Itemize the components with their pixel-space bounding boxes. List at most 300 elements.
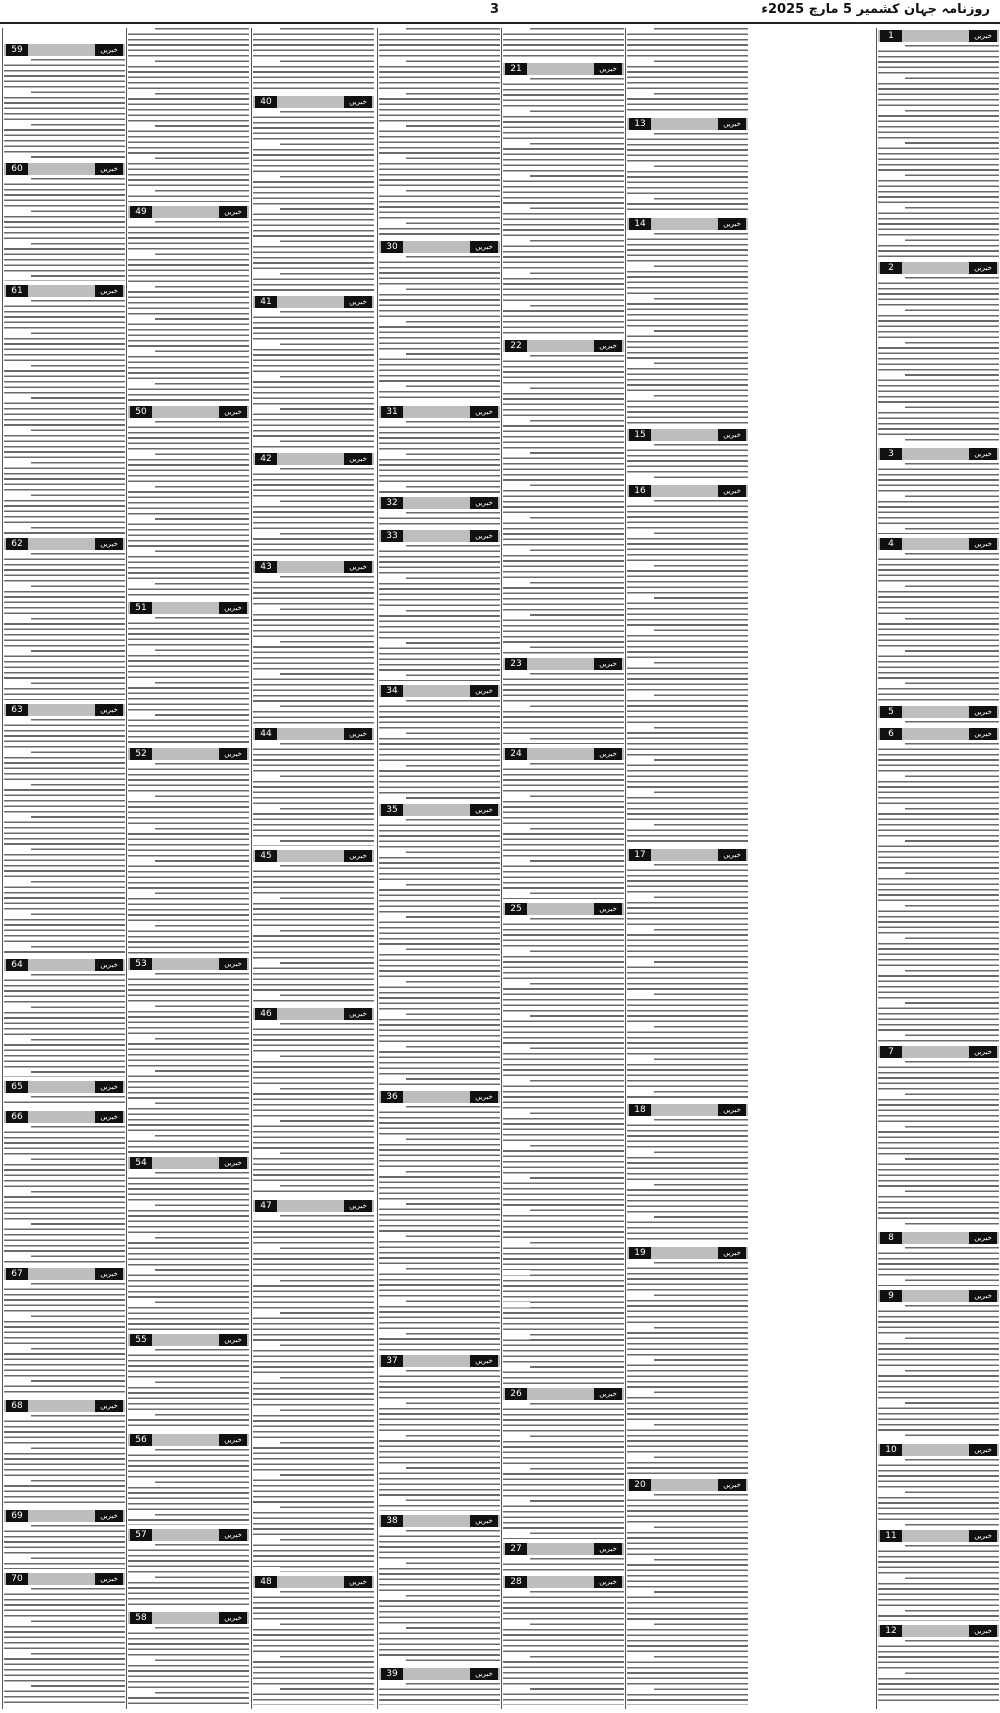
news-item-number: 58 (130, 1612, 152, 1624)
news-item (503, 340, 624, 656)
news-item-header (379, 241, 500, 253)
news-item-text (128, 1172, 249, 1330)
news-column (253, 28, 374, 1709)
news-item (627, 1104, 748, 1245)
news-item-tag: خبریں (594, 1388, 622, 1400)
news-item-continued (253, 28, 374, 94)
news-item-tag: خبریں (969, 1530, 997, 1542)
news-item-tag: خبریں (718, 118, 746, 130)
news-item-tag: خبریں (95, 1510, 123, 1522)
news-item-number: 64 (6, 959, 28, 971)
news-item-text (4, 300, 125, 534)
news-item-header (4, 1111, 125, 1123)
news-item (128, 206, 249, 404)
news-item-header (878, 1046, 999, 1058)
news-item-header (4, 1510, 125, 1522)
news-item (503, 658, 624, 746)
news-item-tag: خبریں (344, 1576, 372, 1588)
news-item-text (4, 178, 125, 281)
news-item (128, 748, 249, 956)
news-item-number: 63 (6, 704, 28, 716)
news-item-number: 21 (505, 63, 527, 75)
news-item (878, 728, 999, 1044)
news-item (4, 1268, 125, 1398)
news-item (4, 163, 125, 283)
news-item-header (4, 1573, 125, 1585)
news-item-header (878, 448, 999, 460)
news-item-tag: خبریں (344, 850, 372, 862)
news-item-header (4, 538, 125, 550)
news-item-tag: خبریں (470, 1091, 498, 1103)
news-item-text (503, 28, 624, 59)
news-item (128, 1529, 249, 1610)
news-item (253, 296, 374, 451)
news-item-text (253, 468, 374, 557)
news-item-text (627, 500, 748, 845)
news-item-number: 51 (130, 602, 152, 614)
news-item (878, 30, 999, 260)
news-item (627, 1479, 748, 1707)
news-item-header (627, 485, 748, 497)
masthead (0, 0, 1000, 24)
news-item-tag: خبریں (969, 448, 997, 460)
news-item-text (128, 973, 249, 1153)
news-item-text (128, 763, 249, 954)
news-item-header (878, 1444, 999, 1456)
news-item-tag: خبریں (95, 1111, 123, 1123)
news-item-tag: خبریں (969, 706, 997, 718)
news-item-header (253, 453, 374, 465)
news-item (4, 959, 125, 1079)
news-item-number: 3 (880, 448, 902, 460)
news-item-tag: خبریں (344, 561, 372, 573)
news-item-text (627, 133, 748, 214)
news-item-text (878, 277, 999, 444)
news-item-text (253, 865, 374, 1004)
news-item-number: 15 (629, 429, 651, 441)
news-item-header (128, 1529, 249, 1541)
news-item-header (379, 530, 500, 542)
news-item (4, 1111, 125, 1266)
news-item-header (379, 1091, 500, 1103)
news-item-number: 16 (629, 485, 651, 497)
news-item-number: 25 (505, 903, 527, 915)
news-item (379, 406, 500, 495)
news-item-tag: خبریں (969, 1290, 997, 1302)
news-item-tag: خبریں (718, 1104, 746, 1116)
news-item-tag: خبریں (344, 296, 372, 308)
news-item (627, 118, 748, 216)
news-item-tag: خبریں (219, 406, 247, 418)
news-item-header (253, 1576, 374, 1588)
news-item-tag: خبریں (219, 206, 247, 218)
news-item-number: 59 (6, 44, 28, 56)
news-item-header (128, 1334, 249, 1346)
news-item-number: 45 (255, 850, 277, 862)
news-item-number: 66 (6, 1111, 28, 1123)
news-item-number: 43 (255, 561, 277, 573)
news-item-text (379, 700, 500, 800)
news-item-tag: خبریں (594, 748, 622, 760)
news-item-tag: خبریں (470, 1515, 498, 1527)
news-item-header (128, 1157, 249, 1169)
news-item-tag: خبریں (718, 1479, 746, 1491)
news-item (503, 1388, 624, 1541)
column-divider (876, 28, 877, 1709)
news-item (128, 1612, 249, 1707)
news-item (503, 903, 624, 1386)
news-item-number: 5 (880, 706, 902, 718)
news-item-header (878, 728, 999, 740)
news-item-number: 56 (130, 1434, 152, 1446)
news-item-tag: خبریں (594, 63, 622, 75)
news-item-header (503, 903, 624, 915)
news-item-number: 12 (880, 1625, 902, 1637)
news-item-text (878, 463, 999, 534)
news-item-tag: خبریں (470, 1668, 498, 1680)
news-item-tag: خبریں (718, 218, 746, 230)
news-item-number: 41 (255, 296, 277, 308)
news-item-number: 67 (6, 1268, 28, 1280)
news-item-text (253, 1023, 374, 1196)
news-item-text (128, 421, 249, 598)
news-item-tag: خبریں (594, 903, 622, 915)
news-item (379, 685, 500, 802)
news-item-number: 47 (255, 1200, 277, 1212)
news-item-text (4, 1588, 125, 1705)
news-item-tag: خبریں (219, 1529, 247, 1541)
news-item-header (878, 1232, 999, 1244)
column-divider (501, 28, 502, 1709)
news-item (627, 849, 748, 1102)
news-item-header (878, 538, 999, 550)
news-item-text (878, 1305, 999, 1440)
news-item-header (878, 262, 999, 274)
news-item (4, 704, 125, 957)
news-item-tag: خبریں (219, 1612, 247, 1624)
news-item-header (4, 44, 125, 56)
news-item-header (253, 561, 374, 573)
news-item-number: 32 (381, 497, 403, 509)
news-item-text (878, 721, 999, 724)
news-item-header (253, 728, 374, 740)
news-item (503, 1543, 624, 1574)
news-item-tag: خبریں (969, 1625, 997, 1637)
news-item-header (253, 850, 374, 862)
news-item-header (253, 1008, 374, 1020)
news-item-number: 26 (505, 1388, 527, 1400)
news-item (253, 1200, 374, 1574)
news-item-tag: خبریں (470, 241, 498, 253)
news-item-number: 35 (381, 804, 403, 816)
news-column (4, 28, 125, 1709)
news-item-header (503, 748, 624, 760)
news-item-header (128, 602, 249, 614)
news-column (128, 28, 249, 1709)
news-item-text (503, 1591, 624, 1705)
news-item (379, 530, 500, 683)
news-item-text (379, 1530, 500, 1664)
news-item-text (4, 1096, 125, 1107)
news-item-text (878, 553, 999, 702)
news-item-number: 6 (880, 728, 902, 740)
news-item-tag: خبریں (95, 44, 123, 56)
news-item-text (379, 1106, 500, 1351)
news-item-header (878, 706, 999, 718)
news-item-text (503, 1403, 624, 1539)
news-item-header (128, 206, 249, 218)
news-item-text (253, 743, 374, 846)
news-item-continued (379, 28, 500, 239)
news-item-text (878, 1061, 999, 1228)
news-item-number: 22 (505, 340, 527, 352)
news-item-text (503, 763, 624, 899)
news-item-text (253, 1591, 374, 1705)
news-item-header (627, 429, 748, 441)
news-item-header (878, 1530, 999, 1542)
news-item (627, 429, 748, 483)
news-item-header (627, 1247, 748, 1259)
news-item-number: 11 (880, 1530, 902, 1542)
news-item-tag: خبریں (594, 1543, 622, 1555)
news-item-number: 36 (381, 1091, 403, 1103)
news-item-text (379, 421, 500, 493)
news-item-text (379, 28, 500, 237)
news-item-header (503, 1543, 624, 1555)
news-item-text (4, 1126, 125, 1264)
news-item-tag: خبریں (969, 30, 997, 42)
news-item (878, 1444, 999, 1528)
news-item-continued (627, 28, 748, 116)
news-item-tag: خبریں (344, 1200, 372, 1212)
news-item-header (379, 1355, 500, 1367)
news-item-continued (503, 28, 624, 61)
news-item-number: 55 (130, 1334, 152, 1346)
news-item-text (128, 617, 249, 744)
news-item-header (128, 748, 249, 760)
news-item-tag: خبریں (969, 728, 997, 740)
news-item (379, 497, 500, 528)
news-item-number: 20 (629, 1479, 651, 1491)
news-item-header (627, 1104, 748, 1116)
news-item (379, 1355, 500, 1513)
news-item-number: 62 (6, 538, 28, 550)
news-item-text (627, 444, 748, 481)
news-item-number: 13 (629, 118, 651, 130)
news-item-number: 28 (505, 1576, 527, 1588)
news-item (4, 44, 125, 161)
news-item-tag: خبریں (219, 1334, 247, 1346)
news-item-number: 4 (880, 538, 902, 550)
news-item-header (878, 1625, 999, 1637)
column-divider (625, 28, 626, 1709)
news-item-tag: خبریں (718, 429, 746, 441)
news-item (627, 218, 748, 427)
news-item-number: 23 (505, 658, 527, 670)
news-item-tag: خبریں (470, 685, 498, 697)
news-item-text (253, 1215, 374, 1572)
news-item-text (878, 45, 999, 258)
news-item (253, 1008, 374, 1198)
news-item-tag: خبریں (95, 959, 123, 971)
news-item-text (503, 918, 624, 1384)
news-item (627, 485, 748, 847)
news-item-tag: خبریں (594, 340, 622, 352)
news-column (878, 28, 999, 1709)
news-item-number: 37 (381, 1355, 403, 1367)
news-item (627, 1247, 748, 1477)
news-item-header (4, 704, 125, 716)
news-item (379, 1515, 500, 1666)
news-item (379, 804, 500, 1089)
news-item-header (503, 63, 624, 75)
news-item-text (128, 1449, 249, 1525)
news-item-tag: خبریں (219, 1157, 247, 1169)
news-item (4, 1081, 125, 1109)
news-item-number: 70 (6, 1573, 28, 1585)
news-item-text (4, 1283, 125, 1396)
news-item-number: 2 (880, 262, 902, 274)
news-item-text (503, 355, 624, 654)
news-item-text (878, 1247, 999, 1286)
news-item-continued (128, 28, 249, 204)
news-item-text (627, 28, 748, 114)
news-item-tag: خبریں (95, 285, 123, 297)
column-divider (251, 28, 252, 1709)
news-item-text (503, 78, 624, 336)
news-item-header (627, 849, 748, 861)
news-item-header (253, 296, 374, 308)
news-item-header (128, 958, 249, 970)
news-item-number: 10 (880, 1444, 902, 1456)
news-item-text (128, 1544, 249, 1608)
news-item-tag: خبریں (344, 96, 372, 108)
column-divider (126, 28, 127, 1709)
news-item-text (128, 1627, 249, 1705)
news-item-tag: خبریں (718, 1247, 746, 1259)
news-item (128, 602, 249, 746)
news-item-tag: خبریں (969, 538, 997, 550)
news-item-tag: خبریں (95, 1573, 123, 1585)
news-item-number: 69 (6, 1510, 28, 1522)
news-item-tag: خبریں (95, 1081, 123, 1093)
news-item-number: 46 (255, 1008, 277, 1020)
news-item-number: 18 (629, 1104, 651, 1116)
news-item (253, 1576, 374, 1707)
news-item-tag: خبریں (344, 728, 372, 740)
news-item-number: 61 (6, 285, 28, 297)
news-item-number: 40 (255, 96, 277, 108)
news-item-tag: خبریں (219, 602, 247, 614)
news-item-number: 38 (381, 1515, 403, 1527)
news-item-text (253, 111, 374, 292)
news-item (4, 1573, 125, 1707)
news-item-text (4, 553, 125, 700)
news-item-header (379, 406, 500, 418)
news-item-header (4, 959, 125, 971)
news-item (503, 1576, 624, 1707)
news-item-tag: خبریں (344, 1008, 372, 1020)
news-item-text (878, 1545, 999, 1621)
news-item-header (379, 1668, 500, 1680)
news-item-text (627, 1119, 748, 1243)
news-item-text (379, 819, 500, 1087)
news-item-number: 34 (381, 685, 403, 697)
news-item-tag: خبریں (95, 704, 123, 716)
news-item-number: 44 (255, 728, 277, 740)
news-item-number: 53 (130, 958, 152, 970)
column-divider (2, 28, 3, 1709)
news-item-text (253, 311, 374, 449)
news-item-header (878, 30, 999, 42)
news-item-tag: خبریں (594, 658, 622, 670)
news-item-text (4, 59, 125, 159)
page-number: 3 (490, 2, 500, 17)
news-item (379, 1668, 500, 1707)
news-item-header (503, 1388, 624, 1400)
news-item-text (4, 1415, 125, 1506)
news-item-text (4, 974, 125, 1077)
news-item (878, 1232, 999, 1288)
news-column (379, 28, 500, 1709)
news-item-number: 30 (381, 241, 403, 253)
news-item-tag: خبریں (95, 1268, 123, 1280)
news-item-header (253, 1200, 374, 1212)
news-item-tag: خبریں (344, 453, 372, 465)
news-item-text (878, 1459, 999, 1526)
news-item-tag: خبریں (95, 1400, 123, 1412)
news-item (128, 406, 249, 600)
news-item-number: 54 (130, 1157, 152, 1169)
news-item (4, 285, 125, 536)
news-item-header (4, 1268, 125, 1280)
news-item-text (503, 673, 624, 744)
news-item-tag: خبریں (470, 497, 498, 509)
news-item-tag: خبریں (969, 262, 997, 274)
news-item-tag: خبریں (470, 530, 498, 542)
news-item-header (627, 118, 748, 130)
news-item (878, 1290, 999, 1442)
news-item-number: 65 (6, 1081, 28, 1093)
news-item-number: 31 (381, 406, 403, 418)
news-item-number: 1 (880, 30, 902, 42)
news-item-text (253, 576, 374, 724)
news-item-number: 17 (629, 849, 651, 861)
news-item-tag: خبریں (219, 958, 247, 970)
news-item-number: 39 (381, 1668, 403, 1680)
newspaper-title: روزنامہ جہان کشمیر 5 مارچ 2025ء (761, 2, 990, 17)
news-item-number: 7 (880, 1046, 902, 1058)
news-item-tag: خبریں (219, 748, 247, 760)
news-item (4, 1510, 125, 1571)
news-item-number: 19 (629, 1247, 651, 1259)
news-item (128, 958, 249, 1155)
news-item (878, 448, 999, 536)
news-item-header (379, 497, 500, 509)
news-item-text (128, 1349, 249, 1430)
news-item-header (878, 1290, 999, 1302)
news-item-number: 27 (505, 1543, 527, 1555)
news-item-number: 8 (880, 1232, 902, 1244)
news-item-text (379, 1683, 500, 1705)
news-item-number: 50 (130, 406, 152, 418)
news-item-tag: خبریں (470, 406, 498, 418)
news-item (878, 538, 999, 704)
news-item-text (627, 1494, 748, 1705)
news-item-number: 60 (6, 163, 28, 175)
news-item-text (878, 1640, 999, 1705)
news-item-number: 42 (255, 453, 277, 465)
